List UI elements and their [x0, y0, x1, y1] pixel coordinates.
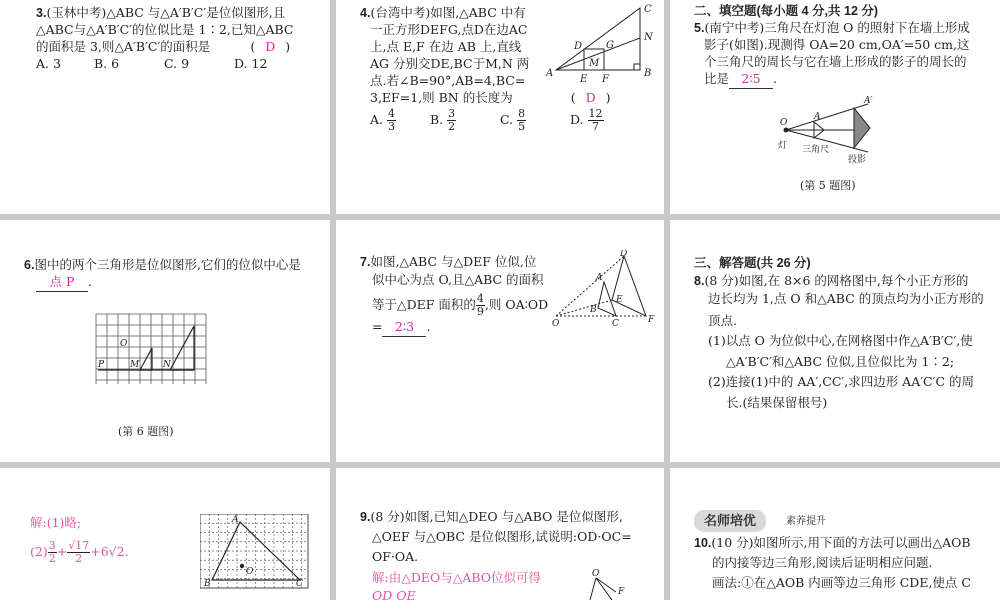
- q5-line3: 个三角尺的周长与它在墙上形成的影子的周长的: [704, 54, 967, 69]
- frac-den: 9: [476, 305, 484, 318]
- q7-label-o: O: [552, 319, 560, 329]
- q8-line6: (2)连接(1)中的 AA′,CC′,求四边形 AA′C′C 的周: [708, 374, 974, 389]
- q5-caption: (第 5 题图): [800, 179, 856, 192]
- q4-option-d-label: D.: [570, 112, 584, 127]
- q6-label-p: P: [98, 360, 105, 370]
- q5-label-a-prime: A′: [864, 96, 873, 106]
- q7-text3: 等于△DEF 面积的: [372, 297, 476, 312]
- q4-label-n: N: [644, 32, 653, 43]
- q7-equals: =: [372, 319, 383, 334]
- q4-line3: 上,点 E,F 在边 AB 上,直线: [370, 39, 522, 54]
- q5-label-lamp: 灯: [778, 141, 788, 151]
- badge-subtitle: 素养提升: [786, 516, 826, 527]
- q4-option-d-frac: [588, 108, 604, 133]
- q9-line2: △OEF 与△OBC 是位似图形,试说明:OD·OC=: [372, 529, 632, 544]
- q4-option-a-frac: [387, 108, 396, 133]
- q4-option-c: [500, 108, 570, 133]
- q5-number: 5.: [694, 21, 705, 35]
- q9-label-f: F: [618, 587, 625, 597]
- sol8-part2: (2): [30, 544, 48, 559]
- q8-line5: △A′B′C′和△ABC 位似,且位似比为 1∶2;: [726, 354, 955, 369]
- q8-line4: (1)以点 O 为位似中心,在网格图中作△A′B′C′,使: [708, 333, 973, 348]
- q4-figure: [544, 2, 662, 84]
- q7-text3b: ,则 OA∶OD: [484, 297, 549, 312]
- q5-lamp-point: [784, 128, 789, 133]
- q5-line4: [704, 70, 777, 89]
- q9-figure: [586, 568, 656, 600]
- q7-label-b: B: [590, 305, 597, 315]
- q6-text1: 图中的两个三角形是位似图形,它们的位似中心是: [34, 257, 301, 272]
- q10-number: 10.: [694, 536, 712, 550]
- frac-den: 2: [48, 552, 56, 565]
- q5-figure: [778, 94, 888, 166]
- q7-period: .: [426, 319, 431, 334]
- q9-label-o: O: [592, 569, 600, 579]
- q8-text1: (8 分)如图,在 8×6 的网格图中,每个小正方形的: [704, 273, 969, 288]
- q4-option-a: [370, 108, 430, 133]
- q9-text1: (8 分)如图,已知△DEO 与△ABO 是位似图形,: [370, 509, 623, 524]
- q5-label-shadow: 投影: [848, 155, 867, 165]
- q9-line-f: [596, 578, 616, 592]
- q5-label-a: A: [814, 112, 821, 122]
- q5-line1: [694, 19, 970, 37]
- q4-right-angle: [634, 64, 640, 70]
- panel-q6: [0, 220, 330, 462]
- q5-shadow: [854, 108, 870, 148]
- q4-option-a-label: A.: [370, 112, 384, 127]
- q3-line1: [36, 4, 285, 22]
- q4-option-d: [570, 108, 630, 133]
- q4-text6: 3,EF=1,则 BN 的长度为: [370, 90, 513, 105]
- q5-text1: (南宁中考)三角尺在灯泡 O 的照射下在墙上形成: [704, 20, 970, 35]
- q10-line2: 的内接等边三角形,阅读后证明相应问题.: [712, 555, 933, 570]
- q10-line1: [694, 534, 971, 552]
- q9-line3: OF·OA.: [372, 549, 419, 564]
- q6-answer: 点 P: [36, 273, 88, 292]
- q6-line1: [24, 256, 301, 274]
- sol8-point-o: [240, 564, 244, 568]
- frac-num: 3: [48, 539, 56, 552]
- q6-small-triangle: [140, 348, 152, 370]
- q3-text1: (玉林中考)△ABC 与△A′B′C′是位似图形,且: [46, 5, 286, 20]
- sol8-label-c: C: [296, 579, 303, 589]
- frac-num: 4: [388, 107, 395, 120]
- q4-line5: 点.若∠B=90°,AB=4,BC=: [370, 73, 526, 88]
- q4-paren-r: ): [605, 90, 611, 105]
- sol8-frac1: [48, 540, 57, 565]
- q7-ray-oe: [556, 300, 612, 316]
- q4-line1: [360, 4, 526, 22]
- q7-label-c: C: [612, 319, 619, 329]
- q3-options: [36, 55, 294, 73]
- q8-line2: 边长均为 1,点 O 和△ABC 的顶点均为小正方形的: [708, 291, 984, 306]
- q7-line4: [372, 318, 430, 337]
- sol8-label-b: B: [204, 579, 211, 589]
- q8-line3: 顶点.: [708, 313, 737, 328]
- frac-den: 2: [75, 552, 83, 565]
- q9-line1: [360, 508, 623, 526]
- q3-paren-l: (: [250, 39, 256, 54]
- q6-number: 6.: [24, 258, 35, 272]
- frac-num: 8: [518, 107, 526, 120]
- q3-paren-r: ): [285, 39, 291, 54]
- q4-answer: D: [585, 90, 596, 105]
- q5-text4: 比是: [704, 71, 730, 86]
- sol8-tail: +6√2.: [90, 544, 129, 559]
- q5-label-ruler: 三角尺: [802, 145, 830, 155]
- q3-text3: 的面积是 3,则△A′B′C′的面积是: [36, 39, 211, 54]
- q3-number: 3.: [36, 6, 47, 20]
- section-fill-in: 二、填空题(每小题 4 分,共 12 分): [694, 4, 879, 18]
- q4-label-a: A: [546, 68, 554, 79]
- q8-line7: 长.(结果保留根号): [726, 395, 828, 410]
- q7-label-e: E: [616, 295, 623, 305]
- q9-line-left: [590, 578, 596, 600]
- q7-triangle-abc: [598, 282, 616, 316]
- q9-solution1: 解:由△DEO与△ABO位似可得: [372, 570, 542, 585]
- q7-figure: [546, 250, 658, 332]
- q4-line4: AG 分别交DE,BC于M,N 两: [370, 56, 530, 71]
- sol8-label-a: A: [232, 515, 239, 525]
- panel-q3: [0, 0, 330, 214]
- q7-label-f: F: [648, 315, 655, 325]
- panel-q7: [336, 220, 664, 462]
- q7-answer: 2∶3: [382, 318, 426, 337]
- q7-label-a: A: [596, 273, 603, 283]
- q6-large-triangle: [170, 326, 194, 370]
- q7-fraction: [476, 293, 485, 318]
- q9-line-right: [596, 578, 612, 600]
- section-solve: 三、解答题(共 26 分): [694, 256, 811, 270]
- q4-option-c-label: C.: [500, 112, 514, 127]
- q3-option-a: A. 3: [36, 56, 61, 71]
- q3-answer: D: [265, 39, 276, 54]
- q4-paren-l: (: [570, 90, 576, 105]
- q3-option-b: B. 6: [94, 56, 120, 71]
- sol8-frac2: [67, 540, 90, 565]
- q7-line3: [372, 293, 548, 318]
- sol8-line2: [30, 540, 129, 565]
- frac-num: 3: [448, 107, 456, 120]
- q4-number: 4.: [360, 6, 371, 20]
- q6-line2: [36, 273, 92, 292]
- panel-q8: [670, 220, 1000, 462]
- q9-solution2: OD OE: [372, 588, 416, 600]
- q5-label-o: O: [780, 118, 788, 128]
- frac-den: 2: [448, 120, 456, 133]
- q5-line2: 影子(如图).现测得 OA=20 cm,OA′=50 cm,这: [704, 37, 970, 52]
- sol8-figure: [200, 514, 310, 590]
- q3-option-d: D. 12: [234, 56, 268, 71]
- q3-line2: △ABC与△A′B′C′的位似比是 1∶2,已知△ABC: [36, 22, 294, 37]
- q4-label-e: E: [580, 74, 588, 84]
- q4-label-b: B: [644, 68, 652, 79]
- sol8-grid: [200, 514, 308, 588]
- q9-number: 9.: [360, 510, 371, 524]
- q4-option-b: [430, 108, 500, 133]
- q3-option-c: C. 9: [164, 56, 190, 71]
- q8-number: 8.: [694, 274, 705, 288]
- q4-label-m: M: [589, 58, 600, 69]
- frac-den: 3: [388, 120, 395, 133]
- q7-label-d: D: [620, 250, 628, 259]
- q6-period: .: [88, 274, 92, 289]
- frac-num: √17: [68, 539, 90, 552]
- q3-line3: [36, 38, 290, 56]
- q6-caption: (第 6 题图): [118, 425, 174, 438]
- q6-figure: [92, 310, 210, 388]
- q10-text1: (10 分)如图所示,用下面的方法可以画出△AOB: [711, 535, 971, 550]
- panel-q10: [670, 468, 1000, 600]
- q8-line1: [694, 272, 968, 290]
- panel-q9: [336, 468, 664, 600]
- q4-line2: 一正方形DEFG,点D在边AC: [370, 22, 528, 37]
- q4-option-b-label: B.: [430, 112, 444, 127]
- panel-q5: [670, 0, 1000, 214]
- sol8-label-o: O: [246, 567, 254, 577]
- q6-label-o: O: [120, 339, 128, 349]
- q4-options: [370, 108, 630, 133]
- sol8-line1: 解:(1)略;: [30, 515, 82, 530]
- q5-period: .: [773, 71, 777, 86]
- q6-label-n: N: [163, 360, 171, 370]
- q7-triangle-def: [612, 256, 646, 316]
- q10-line3: 画法:①在△AOB 内画等边三角形 CDE,使点 C: [712, 575, 971, 590]
- q4-line6: [370, 89, 611, 107]
- q6-label-m: M: [130, 360, 140, 370]
- q7-number: 7.: [360, 255, 371, 269]
- panel-sol8: [0, 468, 330, 600]
- frac-den: 7: [592, 120, 600, 133]
- sol8-plus: +: [56, 544, 68, 559]
- panel-q4: [336, 0, 664, 214]
- badge-teacher: 名师培优: [694, 510, 766, 532]
- q4-label-c: C: [644, 4, 652, 15]
- q4-option-c-frac: [517, 108, 526, 133]
- q5-answer: 2∶5: [729, 70, 773, 89]
- frac-num: 4: [476, 292, 484, 305]
- q7-line2: 似中心为点 O,且△ABC 的面积: [372, 272, 544, 287]
- q4-text1: (台湾中考)如图,△ABC 中有: [370, 5, 526, 20]
- q4-label-f: F: [602, 74, 609, 84]
- frac-num: 12: [588, 107, 603, 120]
- q7-line1: [360, 253, 536, 271]
- frac-den: 5: [518, 120, 526, 133]
- q4-option-b-frac: [447, 108, 456, 133]
- q4-label-g: G: [606, 40, 614, 51]
- q4-label-d: D: [574, 41, 583, 52]
- q7-text1: 如图,△ABC 与△DEF 位似,位: [370, 254, 537, 269]
